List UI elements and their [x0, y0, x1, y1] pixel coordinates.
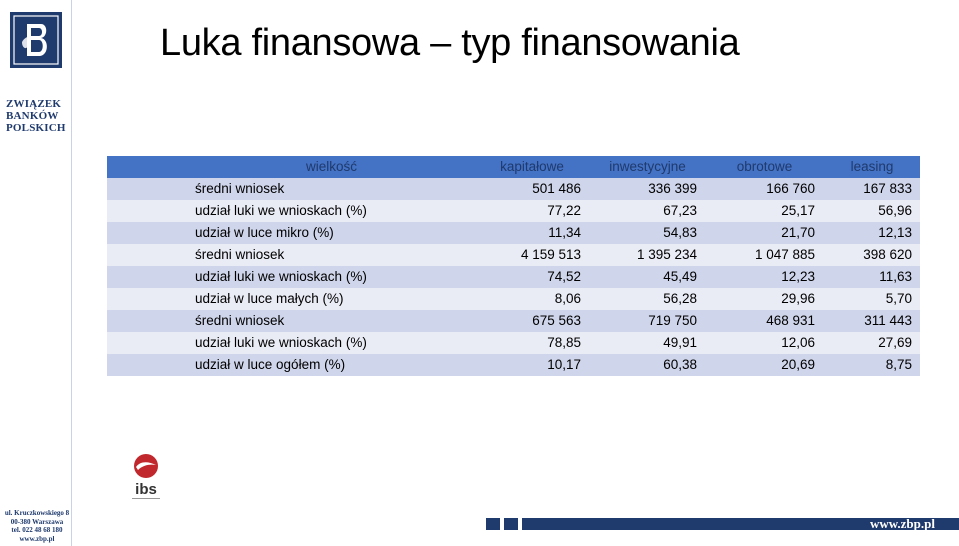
financing-gap-table — [107, 156, 920, 376]
address-phone: tel. 022 48 68 180 — [11, 526, 63, 534]
row-value: 10,17 — [547, 357, 581, 372]
ibs-logo-icon — [126, 452, 166, 504]
row-value: 54,83 — [663, 225, 697, 240]
zbp-monogram-icon — [10, 12, 62, 68]
header-group-cell — [107, 156, 188, 178]
row-value: 27,69 — [878, 335, 912, 350]
address-street: ul. Kruczkowskiego 8 — [4, 509, 70, 517]
address-web: www.zbp.pl — [19, 534, 55, 543]
header-col-inwestycyjne: inwestycyjne — [609, 159, 686, 174]
row-value: 8,75 — [885, 357, 912, 372]
row-metric: średni wniosek — [195, 181, 285, 196]
row-value: 501 486 — [532, 181, 581, 196]
org-name-line-1: ZWIĄZEK — [6, 98, 62, 110]
group-mikro — [107, 178, 920, 244]
row-value: 5,70 — [885, 291, 912, 306]
zbp-logo — [10, 12, 62, 68]
table-header-row — [107, 156, 920, 178]
zbp-org-name — [6, 98, 68, 134]
table-row — [107, 288, 920, 310]
row-value: 21,70 — [781, 225, 815, 240]
header-col-kapitalowe: kapitałowe — [500, 159, 564, 174]
row-value: 398 620 — [863, 247, 912, 262]
row-value: 74,52 — [547, 269, 581, 284]
row-value: 675 563 — [532, 313, 581, 328]
row-metric: średni wniosek — [195, 247, 285, 262]
row-value: 56,28 — [663, 291, 697, 306]
table-row — [107, 266, 920, 288]
row-value: 4 159 513 — [520, 247, 581, 262]
slide-title: Luka finansowa – typ finansowania — [160, 22, 740, 64]
row-value: 20,69 — [781, 357, 815, 372]
table-row — [107, 200, 920, 222]
row-value: 12,13 — [878, 225, 912, 240]
row-value: 166 760 — [766, 181, 815, 196]
table-row — [107, 244, 920, 266]
row-value: 336 399 — [648, 181, 697, 196]
sidebar — [0, 0, 72, 546]
row-value: 311 443 — [864, 313, 912, 328]
table-row — [107, 310, 920, 332]
zbp-address — [2, 509, 72, 543]
row-metric: udział w luce małych (%) — [195, 291, 344, 306]
row-value: 67,23 — [663, 203, 697, 218]
address-city: 00-380 Warszawa — [10, 517, 64, 526]
table-row — [107, 178, 920, 200]
row-value: 468 931 — [766, 313, 815, 328]
row-value: 11,34 — [548, 225, 581, 240]
footer-square — [504, 518, 518, 530]
row-value: 11,63 — [879, 269, 912, 284]
group-ogolem — [107, 310, 920, 376]
row-metric: udział w luce ogółem (%) — [195, 357, 346, 372]
row-value: 1 395 234 — [636, 247, 697, 262]
row-value: 1 047 885 — [754, 247, 815, 262]
sidebar-divider — [71, 0, 72, 546]
header-col-leasing: leasing — [850, 159, 894, 174]
row-value: 12,23 — [781, 269, 815, 284]
header-metric: wielkość — [305, 159, 357, 174]
row-value: 29,96 — [781, 291, 815, 306]
footer-squares — [486, 518, 536, 530]
ibs-logo — [126, 452, 166, 504]
row-value: 25,17 — [781, 203, 815, 218]
row-metric: udział luki we wnioskach (%) — [195, 335, 367, 350]
row-value: 78,85 — [547, 335, 581, 350]
row-value: 8,06 — [554, 291, 581, 306]
footer-square — [486, 518, 500, 530]
row-value: 12,06 — [781, 335, 815, 350]
header-col-obrotowe: obrotowe — [736, 159, 793, 174]
row-metric: udział w luce mikro (%) — [195, 225, 334, 240]
row-value: 60,38 — [663, 357, 697, 372]
org-name-line-3: POLSKICH — [6, 122, 66, 134]
row-value: 45,49 — [663, 269, 697, 284]
table-row — [107, 332, 920, 354]
org-name-line-2: BANKÓW — [6, 110, 59, 122]
row-metric: średni wniosek — [195, 313, 285, 328]
row-value: 719 750 — [648, 313, 697, 328]
row-metric: udział luki we wnioskach (%) — [195, 203, 367, 218]
row-value: 56,96 — [878, 203, 912, 218]
ibs-logo-text: ibs — [135, 481, 157, 498]
group-male — [107, 244, 920, 310]
row-value: 167 833 — [863, 181, 912, 196]
row-value: 49,91 — [663, 335, 697, 350]
table-row — [107, 222, 920, 244]
footer-url: www.zbp.pl — [869, 516, 935, 531]
row-metric: udział luki we wnioskach (%) — [195, 269, 367, 284]
table-row — [107, 354, 920, 376]
row-value: 77,22 — [547, 203, 581, 218]
